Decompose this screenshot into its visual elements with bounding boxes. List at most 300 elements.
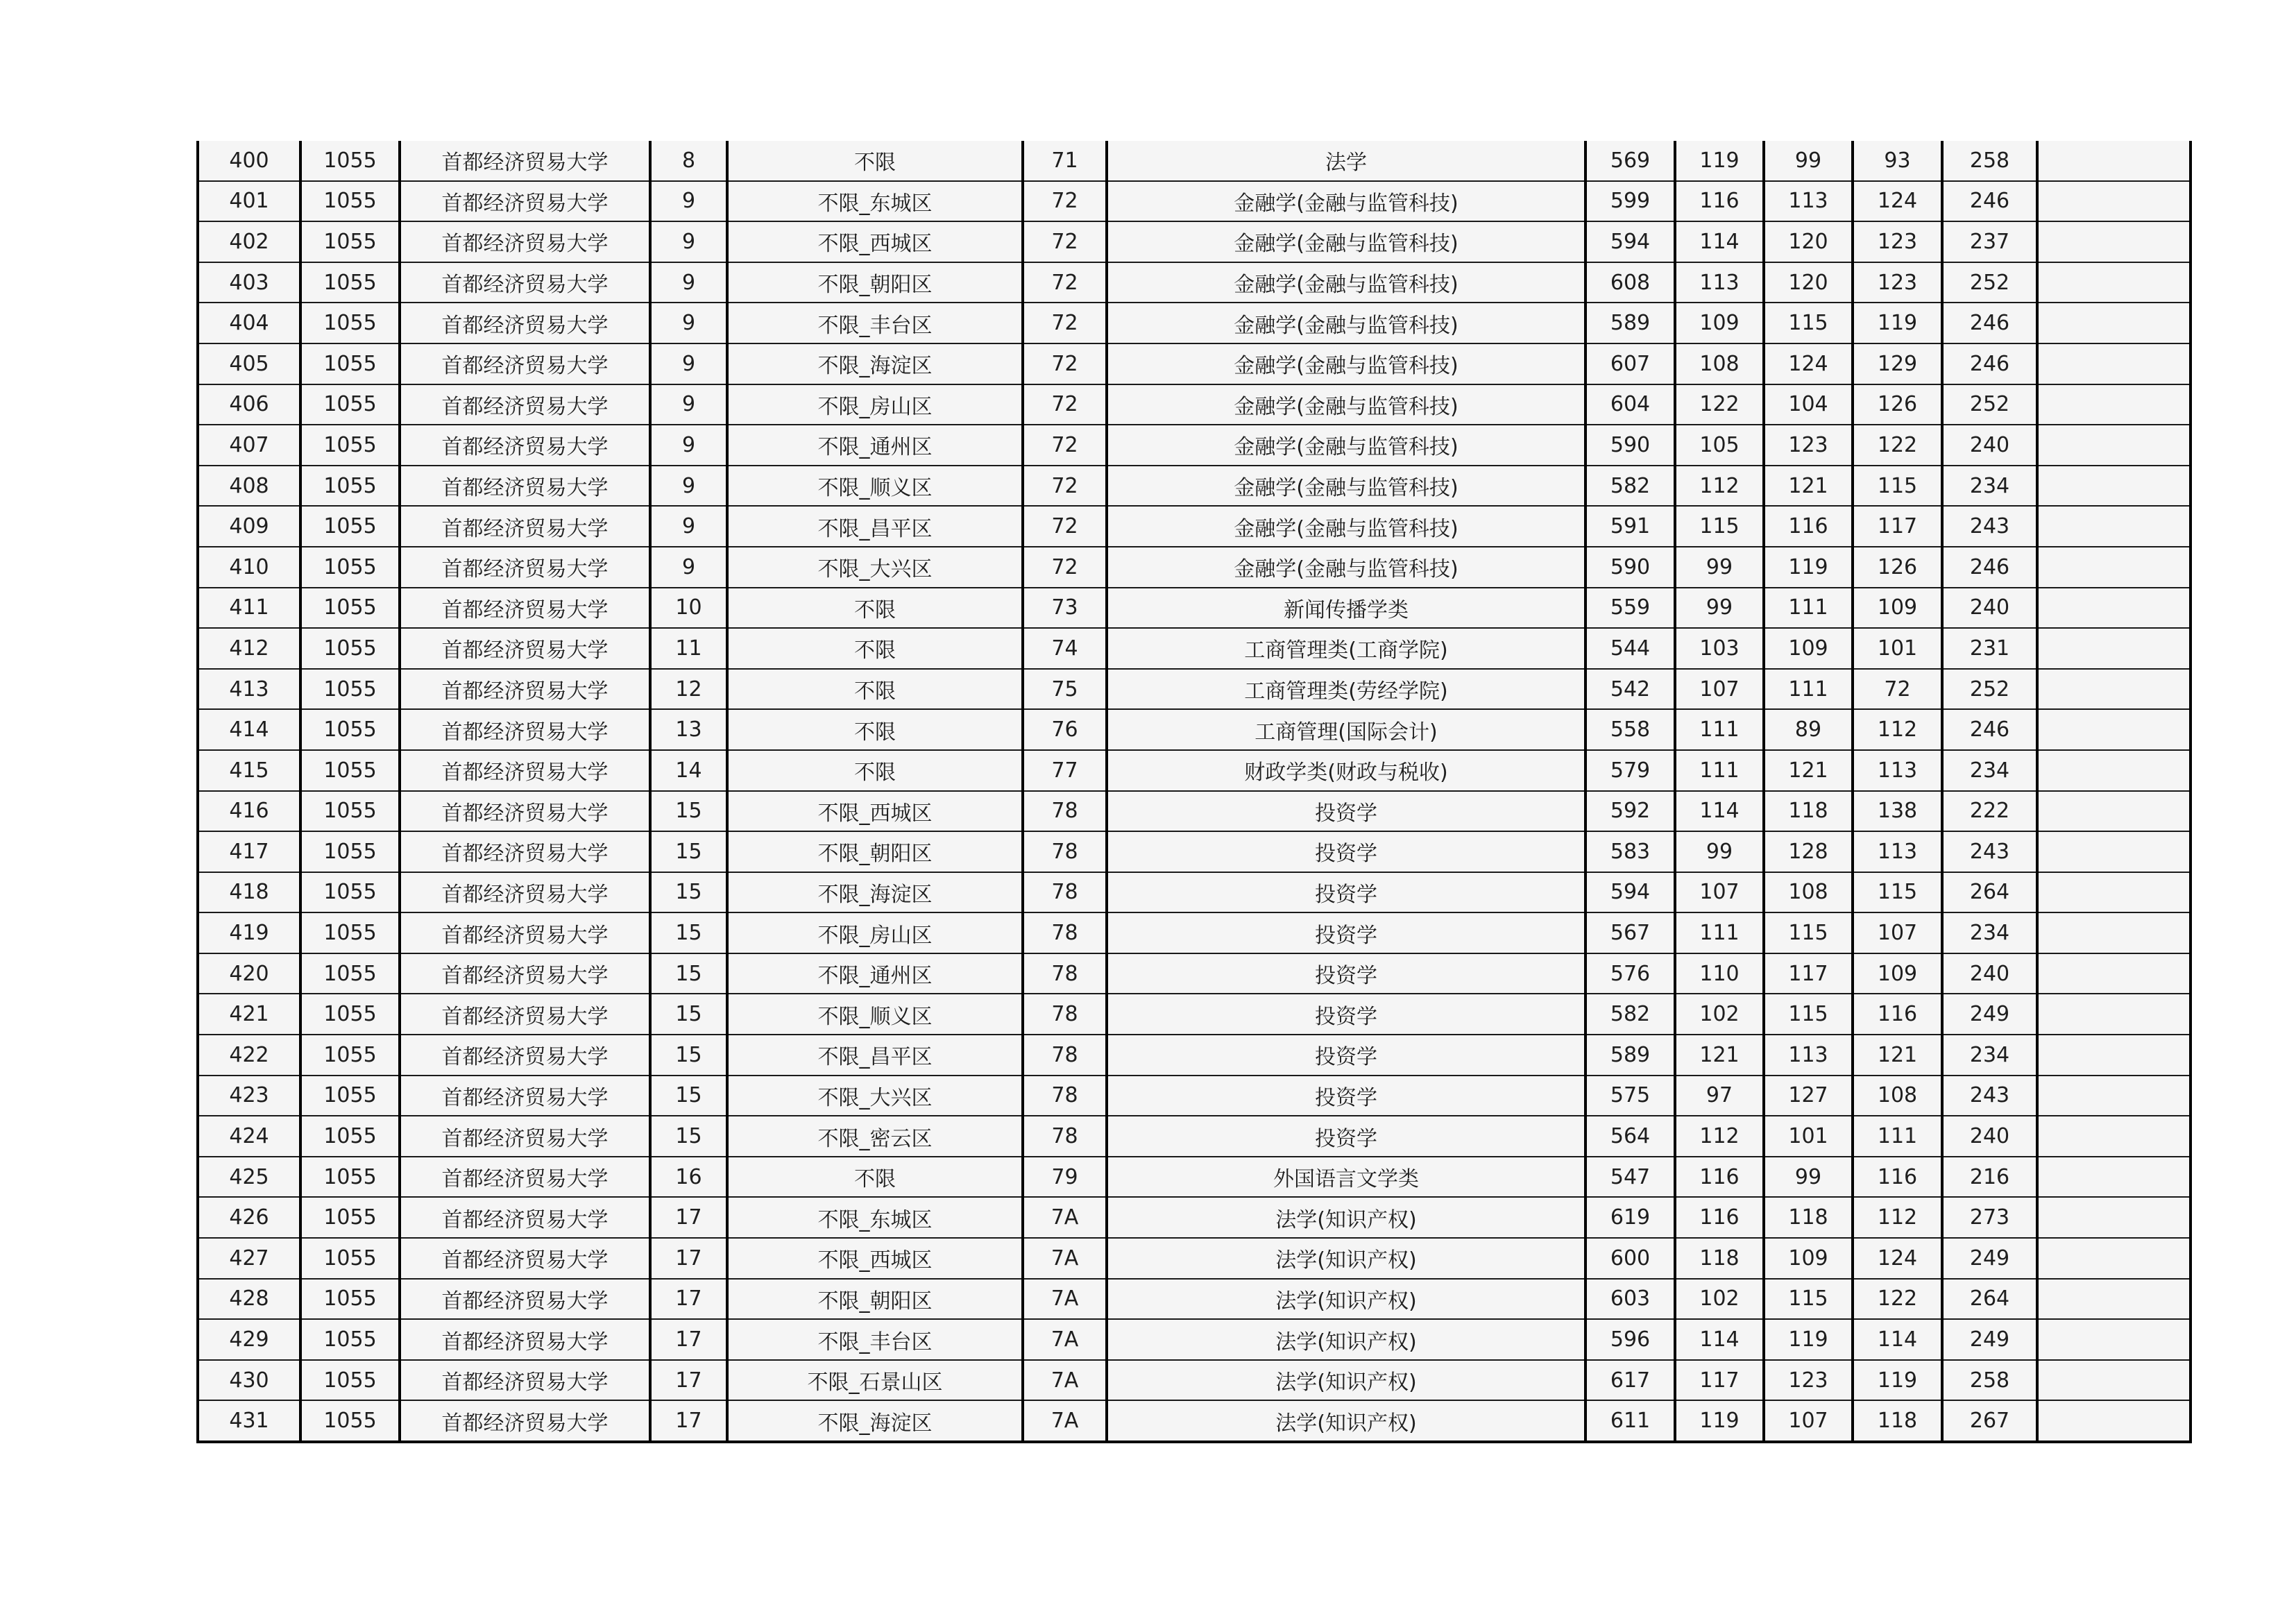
cell-seq: 402 [198, 221, 300, 262]
cell-group: 9 [650, 262, 727, 303]
cell-major-code: 72 [1023, 384, 1107, 425]
cell-school: 首都经济贸易大学 [400, 1238, 650, 1279]
table-row [198, 466, 2191, 507]
cell-restriction: 不限_通州区 [727, 953, 1023, 994]
table-row [198, 912, 2191, 953]
cell-score-a: 114 [1675, 1319, 1764, 1360]
cell-score-c: 113 [1853, 750, 1942, 791]
cell-score-d: 240 [1942, 425, 2037, 466]
cell-total-score: 617 [1585, 1360, 1675, 1401]
cell-group: 17 [650, 1400, 727, 1442]
cell-seq: 427 [198, 1238, 300, 1279]
cell-score-d: 216 [1942, 1157, 2037, 1198]
cell-major: 工商管理类(劳经学院) [1107, 669, 1585, 710]
cell-major-code: 7A [1023, 1279, 1107, 1320]
cell-total-score: 600 [1585, 1238, 1675, 1279]
table-row [198, 994, 2191, 1035]
cell-total-score: 599 [1585, 181, 1675, 222]
cell-restriction: 不限_大兴区 [727, 547, 1023, 588]
cell-note [2037, 872, 2191, 913]
cell-group: 15 [650, 872, 727, 913]
cell-seq: 421 [198, 994, 300, 1035]
cell-school: 首都经济贸易大学 [400, 750, 650, 791]
table-row [198, 221, 2191, 262]
cell-major-code: 72 [1023, 181, 1107, 222]
cell-school: 首都经济贸易大学 [400, 303, 650, 343]
cell-group: 12 [650, 669, 727, 710]
cell-score-c: 116 [1853, 994, 1942, 1035]
cell-score-c: 114 [1853, 1319, 1942, 1360]
cell-score-c: 129 [1853, 343, 1942, 384]
cell-restriction: 不限_房山区 [727, 384, 1023, 425]
cell-score-a: 102 [1675, 994, 1764, 1035]
cell-score-b: 121 [1764, 466, 1853, 507]
cell-score-d: 249 [1942, 1319, 2037, 1360]
cell-total-score: 542 [1585, 669, 1675, 710]
cell-score-c: 119 [1853, 1360, 1942, 1401]
cell-score-c: 111 [1853, 1116, 1942, 1157]
cell-major: 金融学(金融与监管科技) [1107, 343, 1585, 384]
table-row [198, 831, 2191, 872]
table-row [198, 1035, 2191, 1076]
cell-seq: 412 [198, 628, 300, 669]
cell-score-a: 112 [1675, 1116, 1764, 1157]
cell-note [2037, 1035, 2191, 1076]
cell-major-code: 78 [1023, 791, 1107, 832]
cell-score-b: 115 [1764, 1279, 1853, 1320]
cell-score-b: 117 [1764, 953, 1853, 994]
cell-score-d: 252 [1942, 262, 2037, 303]
cell-code: 1055 [300, 181, 400, 222]
cell-score-d: 222 [1942, 791, 2037, 832]
cell-score-c: 121 [1853, 1035, 1942, 1076]
cell-note [2037, 628, 2191, 669]
cell-restriction: 不限_大兴区 [727, 1076, 1023, 1116]
cell-school: 首都经济贸易大学 [400, 547, 650, 588]
cell-score-b: 107 [1764, 1400, 1853, 1442]
cell-total-score: 590 [1585, 547, 1675, 588]
cell-score-a: 117 [1675, 1360, 1764, 1401]
cell-major-code: 72 [1023, 262, 1107, 303]
cell-score-d: 246 [1942, 343, 2037, 384]
cell-score-d: 240 [1942, 588, 2037, 629]
cell-seq: 410 [198, 547, 300, 588]
cell-score-a: 122 [1675, 384, 1764, 425]
cell-score-c: 122 [1853, 1279, 1942, 1320]
cell-major: 金融学(金融与监管科技) [1107, 181, 1585, 222]
cell-note [2037, 181, 2191, 222]
cell-score-b: 124 [1764, 343, 1853, 384]
cell-score-d: 258 [1942, 1360, 2037, 1401]
cell-code: 1055 [300, 953, 400, 994]
cell-code: 1055 [300, 1319, 400, 1360]
cell-restriction: 不限_西城区 [727, 791, 1023, 832]
cell-major-code: 78 [1023, 872, 1107, 913]
cell-note [2037, 141, 2191, 181]
cell-restriction: 不限_朝阳区 [727, 1279, 1023, 1320]
cell-score-b: 99 [1764, 141, 1853, 181]
cell-code: 1055 [300, 994, 400, 1035]
cell-score-d: 234 [1942, 466, 2037, 507]
cell-total-score: 619 [1585, 1197, 1675, 1238]
cell-restriction: 不限_朝阳区 [727, 831, 1023, 872]
cell-note [2037, 831, 2191, 872]
cell-score-c: 112 [1853, 709, 1942, 750]
cell-score-a: 111 [1675, 709, 1764, 750]
cell-score-c: 123 [1853, 262, 1942, 303]
cell-group: 9 [650, 425, 727, 466]
cell-total-score: 608 [1585, 262, 1675, 303]
cell-code: 1055 [300, 343, 400, 384]
cell-group: 9 [650, 506, 727, 547]
cell-total-score: 579 [1585, 750, 1675, 791]
cell-score-d: 267 [1942, 1400, 2037, 1442]
cell-score-a: 108 [1675, 343, 1764, 384]
cell-major: 金融学(金融与监管科技) [1107, 547, 1585, 588]
cell-major-code: 78 [1023, 1076, 1107, 1116]
cell-school: 首都经济贸易大学 [400, 181, 650, 222]
table-row [198, 1279, 2191, 1320]
cell-score-c: 126 [1853, 384, 1942, 425]
cell-major: 投资学 [1107, 1035, 1585, 1076]
cell-code: 1055 [300, 506, 400, 547]
cell-seq: 408 [198, 466, 300, 507]
cell-major-code: 72 [1023, 547, 1107, 588]
cell-major: 工商管理类(工商学院) [1107, 628, 1585, 669]
cell-group: 15 [650, 1116, 727, 1157]
cell-score-d: 252 [1942, 384, 2037, 425]
cell-code: 1055 [300, 1279, 400, 1320]
cell-score-c: 124 [1853, 1238, 1942, 1279]
cell-total-score: 591 [1585, 506, 1675, 547]
cell-seq: 423 [198, 1076, 300, 1116]
cell-score-b: 115 [1764, 303, 1853, 343]
cell-code: 1055 [300, 628, 400, 669]
cell-group: 15 [650, 912, 727, 953]
cell-major: 金融学(金融与监管科技) [1107, 303, 1585, 343]
cell-code: 1055 [300, 912, 400, 953]
cell-restriction: 不限_海淀区 [727, 1400, 1023, 1442]
cell-score-c: 117 [1853, 506, 1942, 547]
cell-score-b: 116 [1764, 506, 1853, 547]
cell-restriction: 不限_密云区 [727, 1116, 1023, 1157]
cell-major-code: 72 [1023, 343, 1107, 384]
cell-note [2037, 466, 2191, 507]
cell-note [2037, 1279, 2191, 1320]
cell-code: 1055 [300, 709, 400, 750]
cell-score-b: 120 [1764, 221, 1853, 262]
cell-score-a: 116 [1675, 1197, 1764, 1238]
table-row [198, 750, 2191, 791]
cell-restriction: 不限_丰台区 [727, 303, 1023, 343]
cell-major-code: 7A [1023, 1319, 1107, 1360]
table-row [198, 628, 2191, 669]
cell-note [2037, 588, 2191, 629]
cell-score-b: 121 [1764, 750, 1853, 791]
cell-major: 金融学(金融与监管科技) [1107, 221, 1585, 262]
cell-code: 1055 [300, 872, 400, 913]
table-row [198, 872, 2191, 913]
cell-major-code: 78 [1023, 831, 1107, 872]
cell-school: 首都经济贸易大学 [400, 994, 650, 1035]
cell-note [2037, 791, 2191, 832]
cell-major: 法学(知识产权) [1107, 1400, 1585, 1442]
table-row [198, 1360, 2191, 1401]
cell-school: 首都经济贸易大学 [400, 588, 650, 629]
cell-major: 投资学 [1107, 831, 1585, 872]
cell-score-a: 119 [1675, 1400, 1764, 1442]
cell-score-d: 249 [1942, 1238, 2037, 1279]
cell-code: 1055 [300, 1035, 400, 1076]
cell-note [2037, 303, 2191, 343]
cell-code: 1055 [300, 1157, 400, 1198]
cell-seq: 424 [198, 1116, 300, 1157]
cell-restriction: 不限_西城区 [727, 1238, 1023, 1279]
cell-school: 首都经济贸易大学 [400, 466, 650, 507]
cell-restriction: 不限_东城区 [727, 181, 1023, 222]
cell-score-b: 119 [1764, 547, 1853, 588]
cell-score-a: 107 [1675, 669, 1764, 710]
table-row [198, 262, 2191, 303]
table-row [198, 1157, 2191, 1198]
table-row [198, 1238, 2191, 1279]
cell-code: 1055 [300, 588, 400, 629]
cell-school: 首都经济贸易大学 [400, 791, 650, 832]
cell-score-a: 121 [1675, 1035, 1764, 1076]
cell-note [2037, 1238, 2191, 1279]
cell-total-score: 564 [1585, 1116, 1675, 1157]
cell-school: 首都经济贸易大学 [400, 1076, 650, 1116]
cell-group: 17 [650, 1319, 727, 1360]
cell-score-a: 111 [1675, 912, 1764, 953]
cell-major-code: 7A [1023, 1238, 1107, 1279]
cell-total-score: 575 [1585, 1076, 1675, 1116]
cell-major: 金融学(金融与监管科技) [1107, 262, 1585, 303]
cell-score-b: 89 [1764, 709, 1853, 750]
cell-major-code: 72 [1023, 466, 1107, 507]
cell-note [2037, 343, 2191, 384]
cell-group: 15 [650, 953, 727, 994]
cell-score-a: 114 [1675, 791, 1764, 832]
cell-major-code: 72 [1023, 303, 1107, 343]
cell-school: 首都经济贸易大学 [400, 343, 650, 384]
cell-score-b: 127 [1764, 1076, 1853, 1116]
table-row [198, 141, 2191, 181]
cell-score-c: 118 [1853, 1400, 1942, 1442]
cell-note [2037, 425, 2191, 466]
cell-total-score: 582 [1585, 994, 1675, 1035]
cell-group: 11 [650, 628, 727, 669]
cell-major: 投资学 [1107, 1116, 1585, 1157]
cell-code: 1055 [300, 1076, 400, 1116]
cell-score-b: 120 [1764, 262, 1853, 303]
cell-score-c: 115 [1853, 466, 1942, 507]
cell-code: 1055 [300, 466, 400, 507]
cell-major: 投资学 [1107, 953, 1585, 994]
cell-group: 14 [650, 750, 727, 791]
cell-score-d: 252 [1942, 669, 2037, 710]
table-row [198, 181, 2191, 222]
cell-score-b: 111 [1764, 669, 1853, 710]
table-row [198, 1076, 2191, 1116]
cell-score-b: 123 [1764, 425, 1853, 466]
cell-school: 首都经济贸易大学 [400, 506, 650, 547]
cell-score-d: 249 [1942, 994, 2037, 1035]
cell-seq: 415 [198, 750, 300, 791]
cell-note [2037, 262, 2191, 303]
cell-school: 首都经济贸易大学 [400, 628, 650, 669]
cell-seq: 418 [198, 872, 300, 913]
cell-total-score: 544 [1585, 628, 1675, 669]
cell-score-b: 123 [1764, 1360, 1853, 1401]
cell-major: 投资学 [1107, 872, 1585, 913]
cell-score-c: 115 [1853, 872, 1942, 913]
cell-major: 外国语言文学类 [1107, 1157, 1585, 1198]
cell-seq: 420 [198, 953, 300, 994]
cell-score-a: 110 [1675, 953, 1764, 994]
cell-total-score: 582 [1585, 466, 1675, 507]
table-row [198, 303, 2191, 343]
cell-major: 金融学(金融与监管科技) [1107, 506, 1585, 547]
cell-major-code: 78 [1023, 1035, 1107, 1076]
cell-group: 9 [650, 547, 727, 588]
table-row [198, 1197, 2191, 1238]
cell-major: 工商管理(国际会计) [1107, 709, 1585, 750]
cell-group: 10 [650, 588, 727, 629]
cell-score-a: 118 [1675, 1238, 1764, 1279]
cell-seq: 406 [198, 384, 300, 425]
cell-major-code: 7A [1023, 1400, 1107, 1442]
cell-major-code: 77 [1023, 750, 1107, 791]
cell-total-score: 559 [1585, 588, 1675, 629]
cell-seq: 413 [198, 669, 300, 710]
cell-school: 首都经济贸易大学 [400, 384, 650, 425]
cell-seq: 428 [198, 1279, 300, 1320]
cell-code: 1055 [300, 831, 400, 872]
cell-major-code: 72 [1023, 221, 1107, 262]
cell-note [2037, 547, 2191, 588]
cell-seq: 405 [198, 343, 300, 384]
cell-code: 1055 [300, 384, 400, 425]
cell-note [2037, 221, 2191, 262]
cell-score-d: 243 [1942, 831, 2037, 872]
cell-seq: 411 [198, 588, 300, 629]
cell-restriction: 不限_石景山区 [727, 1360, 1023, 1401]
cell-score-c: 124 [1853, 181, 1942, 222]
cell-seq: 430 [198, 1360, 300, 1401]
cell-restriction: 不限_海淀区 [727, 872, 1023, 913]
cell-group: 9 [650, 221, 727, 262]
cell-group: 15 [650, 1076, 727, 1116]
cell-major-code: 76 [1023, 709, 1107, 750]
cell-major: 法学 [1107, 141, 1585, 181]
cell-score-b: 104 [1764, 384, 1853, 425]
cell-school: 首都经济贸易大学 [400, 1157, 650, 1198]
cell-group: 9 [650, 466, 727, 507]
cell-school: 首都经济贸易大学 [400, 1319, 650, 1360]
cell-score-d: 243 [1942, 506, 2037, 547]
cell-score-b: 99 [1764, 1157, 1853, 1198]
cell-note [2037, 1400, 2191, 1442]
cell-school: 首都经济贸易大学 [400, 872, 650, 913]
cell-score-b: 119 [1764, 1319, 1853, 1360]
cell-score-a: 103 [1675, 628, 1764, 669]
cell-major: 投资学 [1107, 791, 1585, 832]
cell-group: 9 [650, 343, 727, 384]
cell-restriction: 不限 [727, 628, 1023, 669]
cell-score-c: 109 [1853, 588, 1942, 629]
cell-major: 法学(知识产权) [1107, 1197, 1585, 1238]
cell-total-score: 590 [1585, 425, 1675, 466]
cell-restriction: 不限_西城区 [727, 221, 1023, 262]
cell-major-code: 78 [1023, 994, 1107, 1035]
cell-note [2037, 953, 2191, 994]
cell-score-b: 111 [1764, 588, 1853, 629]
cell-code: 1055 [300, 1360, 400, 1401]
cell-major-code: 73 [1023, 588, 1107, 629]
table-row [198, 953, 2191, 994]
cell-major: 法学(知识产权) [1107, 1238, 1585, 1279]
cell-major-code: 7A [1023, 1197, 1107, 1238]
table-row [198, 547, 2191, 588]
cell-school: 首都经济贸易大学 [400, 831, 650, 872]
cell-score-d: 234 [1942, 750, 2037, 791]
cell-score-b: 101 [1764, 1116, 1853, 1157]
cell-score-a: 116 [1675, 181, 1764, 222]
cell-school: 首都经济贸易大学 [400, 1400, 650, 1442]
cell-score-b: 128 [1764, 831, 1853, 872]
cell-restriction: 不限_东城区 [727, 1197, 1023, 1238]
cell-total-score: 611 [1585, 1400, 1675, 1442]
cell-score-b: 113 [1764, 181, 1853, 222]
cell-group: 16 [650, 1157, 727, 1198]
table-row [198, 791, 2191, 832]
cell-school: 首都经济贸易大学 [400, 221, 650, 262]
cell-group: 17 [650, 1197, 727, 1238]
cell-seq: 431 [198, 1400, 300, 1442]
data-table [196, 141, 2192, 1443]
cell-code: 1055 [300, 1116, 400, 1157]
cell-seq: 417 [198, 831, 300, 872]
cell-score-c: 101 [1853, 628, 1942, 669]
cell-restriction: 不限 [727, 588, 1023, 629]
cell-group: 8 [650, 141, 727, 181]
cell-score-a: 97 [1675, 1076, 1764, 1116]
table-row [198, 1319, 2191, 1360]
cell-school: 首都经济贸易大学 [400, 1279, 650, 1320]
cell-score-b: 118 [1764, 1197, 1853, 1238]
cell-total-score: 594 [1585, 221, 1675, 262]
cell-total-score: 569 [1585, 141, 1675, 181]
cell-score-a: 107 [1675, 872, 1764, 913]
cell-group: 17 [650, 1360, 727, 1401]
cell-major: 金融学(金融与监管科技) [1107, 425, 1585, 466]
cell-seq: 404 [198, 303, 300, 343]
cell-total-score: 607 [1585, 343, 1675, 384]
cell-score-b: 109 [1764, 1238, 1853, 1279]
cell-score-c: 113 [1853, 831, 1942, 872]
cell-score-b: 108 [1764, 872, 1853, 913]
cell-score-c: 116 [1853, 1157, 1942, 1198]
cell-restriction: 不限_海淀区 [727, 343, 1023, 384]
cell-seq: 416 [198, 791, 300, 832]
cell-school: 首都经济贸易大学 [400, 1360, 650, 1401]
cell-code: 1055 [300, 547, 400, 588]
cell-total-score: 604 [1585, 384, 1675, 425]
cell-score-d: 234 [1942, 912, 2037, 953]
cell-score-c: 108 [1853, 1076, 1942, 1116]
cell-seq: 422 [198, 1035, 300, 1076]
